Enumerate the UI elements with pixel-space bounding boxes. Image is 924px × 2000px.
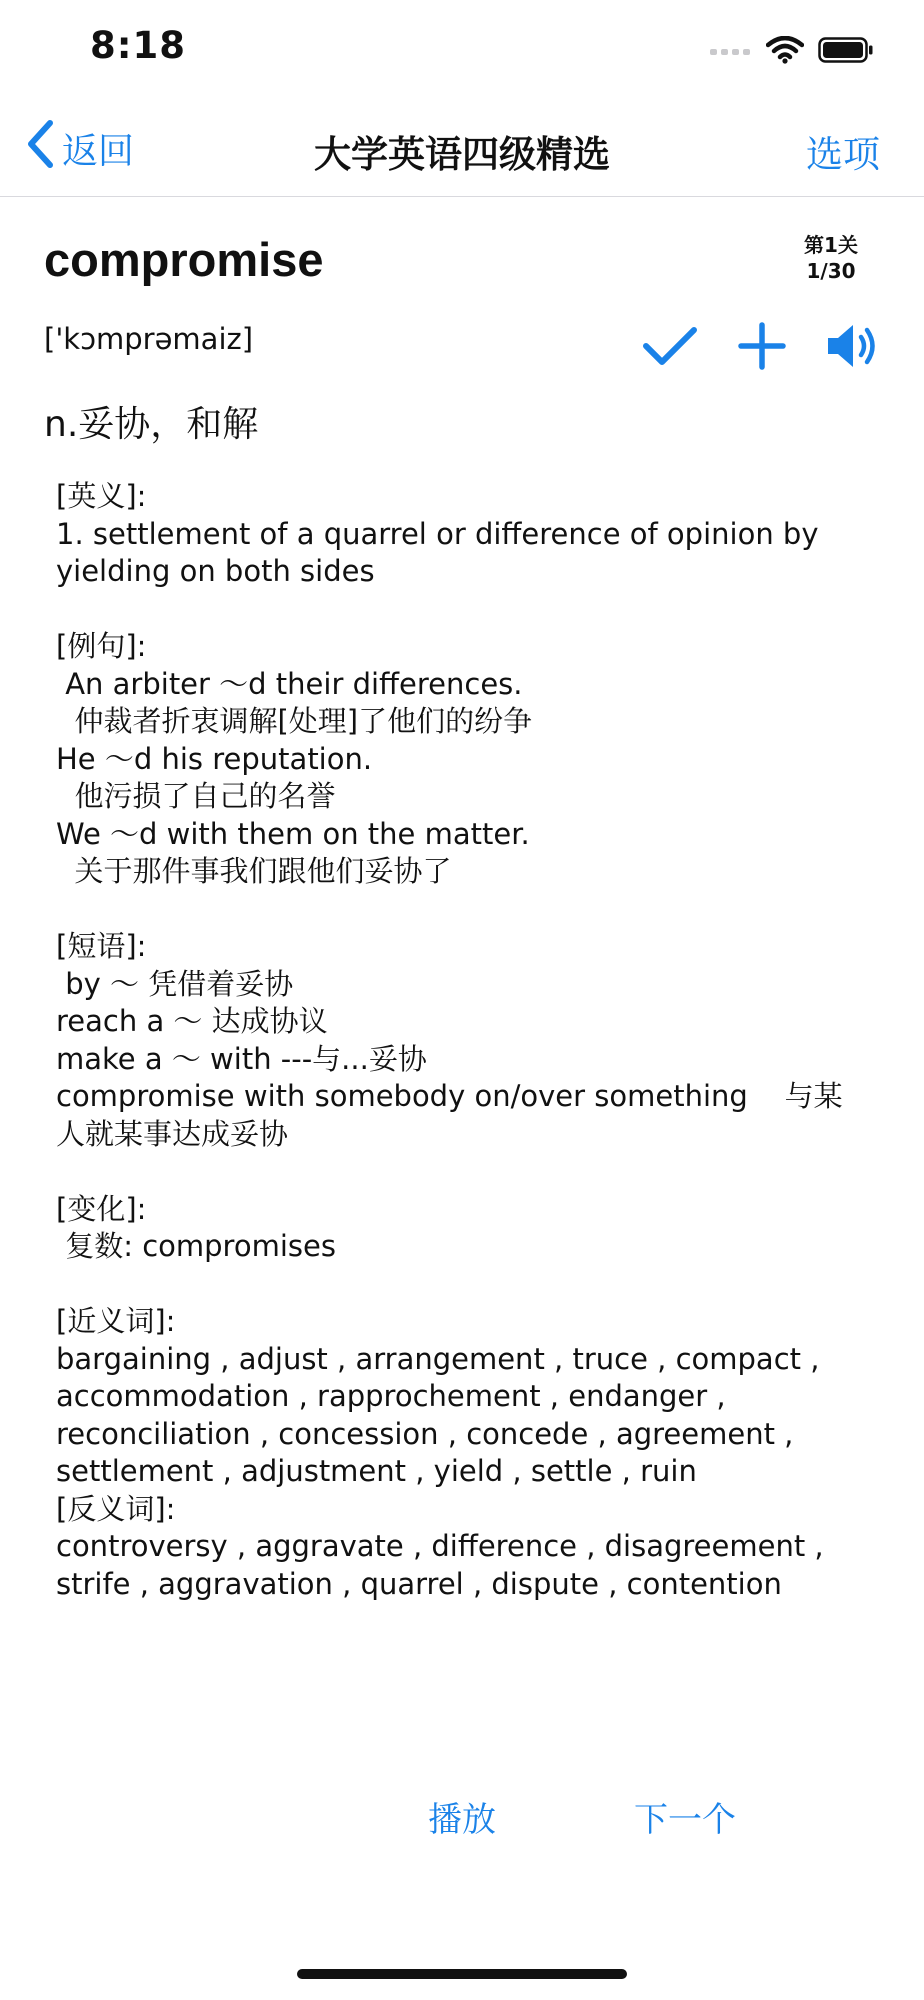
play-button[interactable]: 播放 (428, 1800, 496, 1840)
status-bar (0, 0, 924, 100)
speaker-icon (825, 320, 883, 376)
mark-known-button[interactable] (640, 318, 700, 378)
word-actions (640, 318, 884, 378)
level-label: 第1关 (804, 233, 858, 257)
wifi-icon (766, 36, 804, 68)
next-button[interactable]: 下一个 (634, 1800, 736, 1840)
word-detail-text: [英义]: 1. settlement of a quarrel or difference of opinion by yielding on both sides [例句]: An arbiter ～d their differences. 仲裁者折衷调解[处理]了他们的纷争 He ～d his reputation. 他污损了自己的名誉 We ～d with them on the matter. 关于那件事我们跟他们妥协了 [短语]: by ～ 凭借着妥协 reach a ～ 达成协议 make a ～ with ---与...妥协 compromise with somebody on/over something 与某 人就某事达成妥协 [变化]: 复数: compromises [近义词]: bargaining , adjust , arrangement , truce , compact , accommodation , rapprochement , endanger , reconciliation , concession , concede , agreement , settlement , adjustment , yield , settle , ruin [反义词]: controversy , aggravate , difference , disagreement , strife , aggravation , quarrel , dispute , contention (56, 479, 843, 1601)
status-time: 8:18 (90, 24, 187, 67)
pronounce-button[interactable] (824, 318, 884, 378)
home-indicator[interactable] (297, 1969, 627, 1979)
word-meaning: n.妥协，和解 (44, 404, 259, 445)
status-icons (710, 36, 874, 68)
progress-count: 1/30 (806, 259, 856, 283)
battery-icon (818, 37, 874, 67)
level-indicator (786, 232, 876, 284)
signal-icon (710, 43, 752, 62)
navigation-bar (0, 100, 924, 197)
phonetic: ['kɔmprəmaiz] (44, 322, 254, 356)
add-word-button[interactable] (732, 318, 792, 378)
options-button[interactable]: 选项 (806, 133, 880, 176)
checkmark-icon (642, 324, 698, 372)
add-icon (738, 322, 786, 374)
word-title: compromise (44, 233, 324, 286)
back-label: 返回 (62, 130, 135, 172)
nav-title: 大学英语四级精选 (314, 133, 610, 176)
